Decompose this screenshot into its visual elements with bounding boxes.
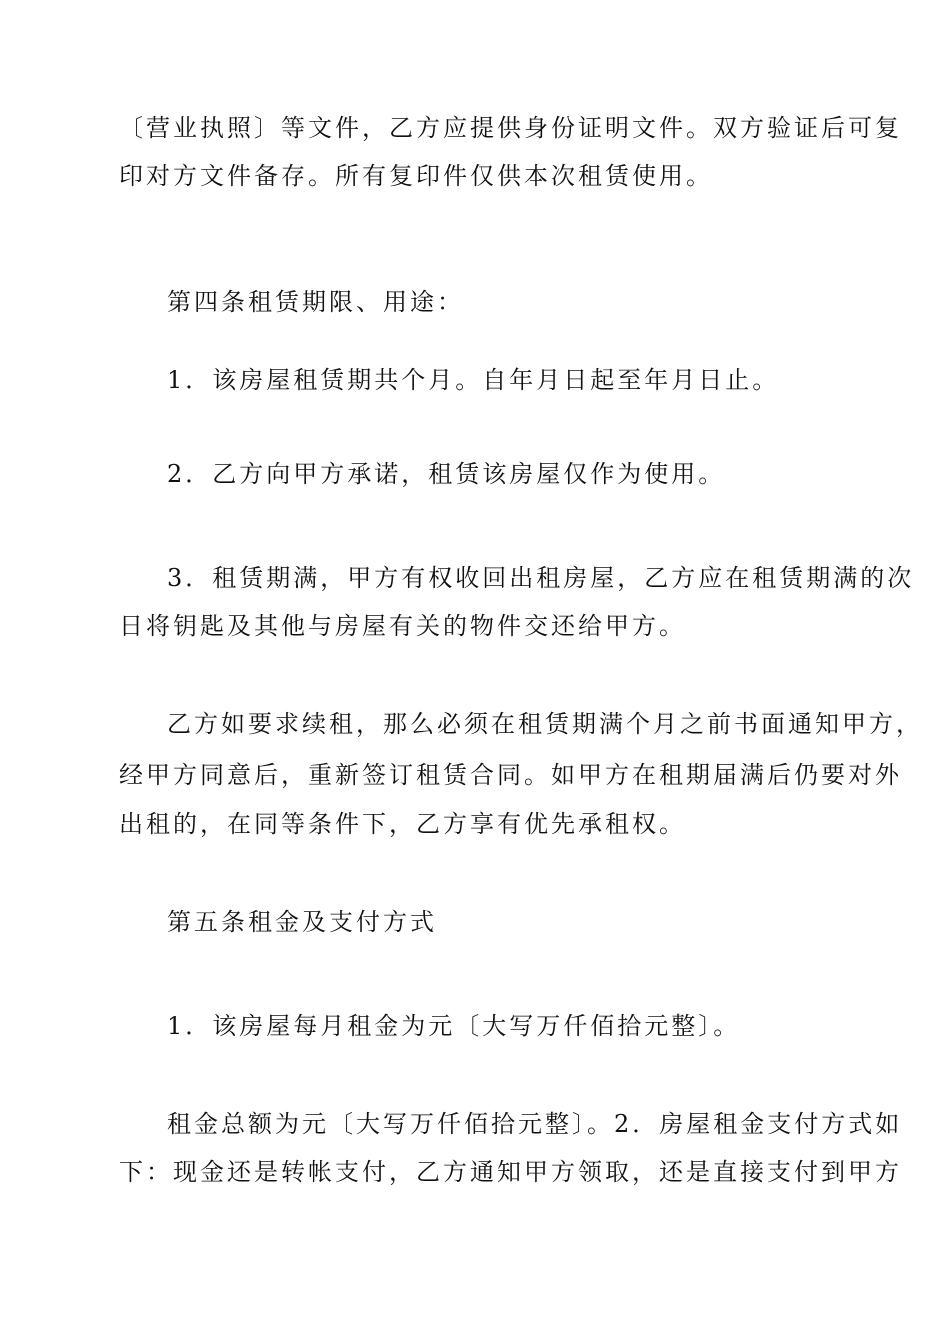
text-line: 〔营业执照〕等文件，乙方应提供身份证明文件。双方验证后可复 xyxy=(119,114,902,142)
list-item: 1．该房屋租赁期共个月。自年月日起至年月日止。 xyxy=(167,366,780,394)
text-line: 印对方文件备存。所有复印件仅供本次租赁使用。 xyxy=(119,162,713,190)
list-item: 3．租赁期满，甲方有权收回出租房屋，乙方应在租赁期满的次 xyxy=(167,564,915,592)
paragraph-line: 下：现金还是转帐支付，乙方通知甲方领取，还是直接支付到甲方 xyxy=(119,1158,902,1186)
paragraph-line: 经甲方同意后，重新签订租赁合同。如甲方在租期届满后仍要对外 xyxy=(119,761,902,789)
list-item: 1．该房屋每月租金为元〔大写万仟佰拾元整〕。 xyxy=(167,1012,741,1040)
section-heading: 第四条租赁期限、用途： xyxy=(167,288,464,316)
paragraph-line: 出租的，在同等条件下，乙方享有优先承租权。 xyxy=(119,810,686,838)
section-heading: 第五条租金及支付方式 xyxy=(167,908,437,936)
list-item: 2．乙方向甲方承诺，租赁该房屋仅作为使用。 xyxy=(167,460,726,488)
paragraph-line: 乙方如要求续租，那么必须在租赁期满个月之前书面通知甲方， xyxy=(167,710,923,738)
paragraph-line: 租金总额为元〔大写万仟佰拾元整〕。2．房屋租金支付方式如 xyxy=(167,1110,903,1138)
text-line: 日将钥匙及其他与房屋有关的物件交还给甲方。 xyxy=(119,612,686,640)
